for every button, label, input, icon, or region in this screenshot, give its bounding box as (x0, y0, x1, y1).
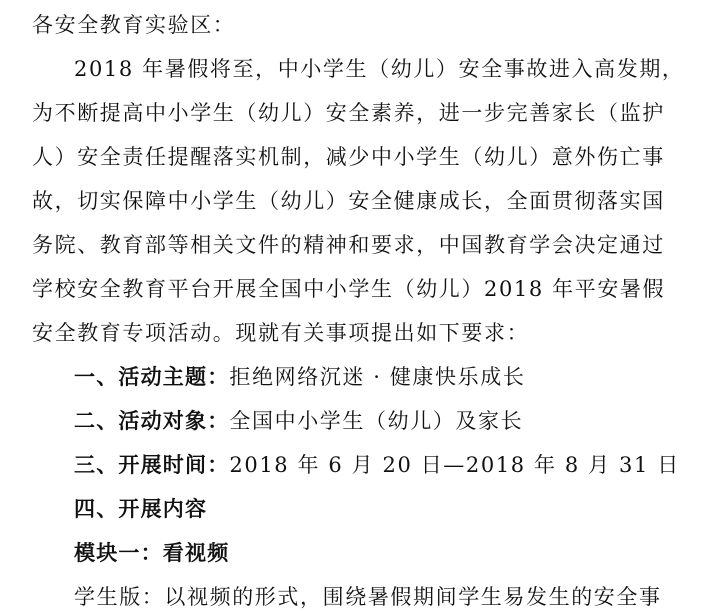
module1-heading: 模块一：看视频 (74, 541, 230, 565)
salutation: 各安全教育实验区： (32, 13, 236, 37)
paragraph-line-2: 为不断提高中小学生（幼儿）安全素养，进一步完善家长（监护 (32, 101, 665, 125)
item-time-label: 三、开展时间： (74, 453, 230, 477)
paragraph-line-3: 人）安全责任提醒落实机制，减少中小学生（幼儿）意外伤亡事 (32, 145, 665, 169)
item-theme-label: 一、活动主题： (74, 365, 230, 389)
item-theme (74, 363, 694, 391)
item-time-text: 2018 年 6 月 20 日—2018 年 8 月 31 日 (229, 453, 680, 477)
paragraph-line-4: 故，切实保障中小学生（幼儿）安全健康成长，全面贯彻落实国 (32, 189, 665, 213)
item-audience-label: 二、活动对象： (74, 409, 230, 433)
paragraph-line-1: 2018 年暑假将至，中小学生（幼儿）安全事故进入高发期， (74, 57, 685, 81)
item-audience (74, 407, 694, 435)
paragraph-line-5: 务院、教育部等相关文件的精神和要求，中国教育学会决定通过 (32, 233, 665, 257)
paragraph-line-6: 学校安全教育平台开展全国中小学生（幼儿）2018 年平安暑假 (32, 277, 666, 301)
item-audience-text: 全国中小学生（幼儿）及家长 (229, 409, 524, 433)
item-time (74, 451, 694, 479)
section4-heading: 四、开展内容 (74, 497, 208, 521)
student-version-text: 学生版：以视频的形式，围绕暑假期间学生易发生的安全事 (74, 585, 662, 609)
paragraph-line-7: 安全教育专项活动。现就有关事项提出如下要求： (32, 321, 530, 345)
item-theme-text: 拒绝网络沉迷 · 健康快乐成长 (229, 365, 526, 389)
